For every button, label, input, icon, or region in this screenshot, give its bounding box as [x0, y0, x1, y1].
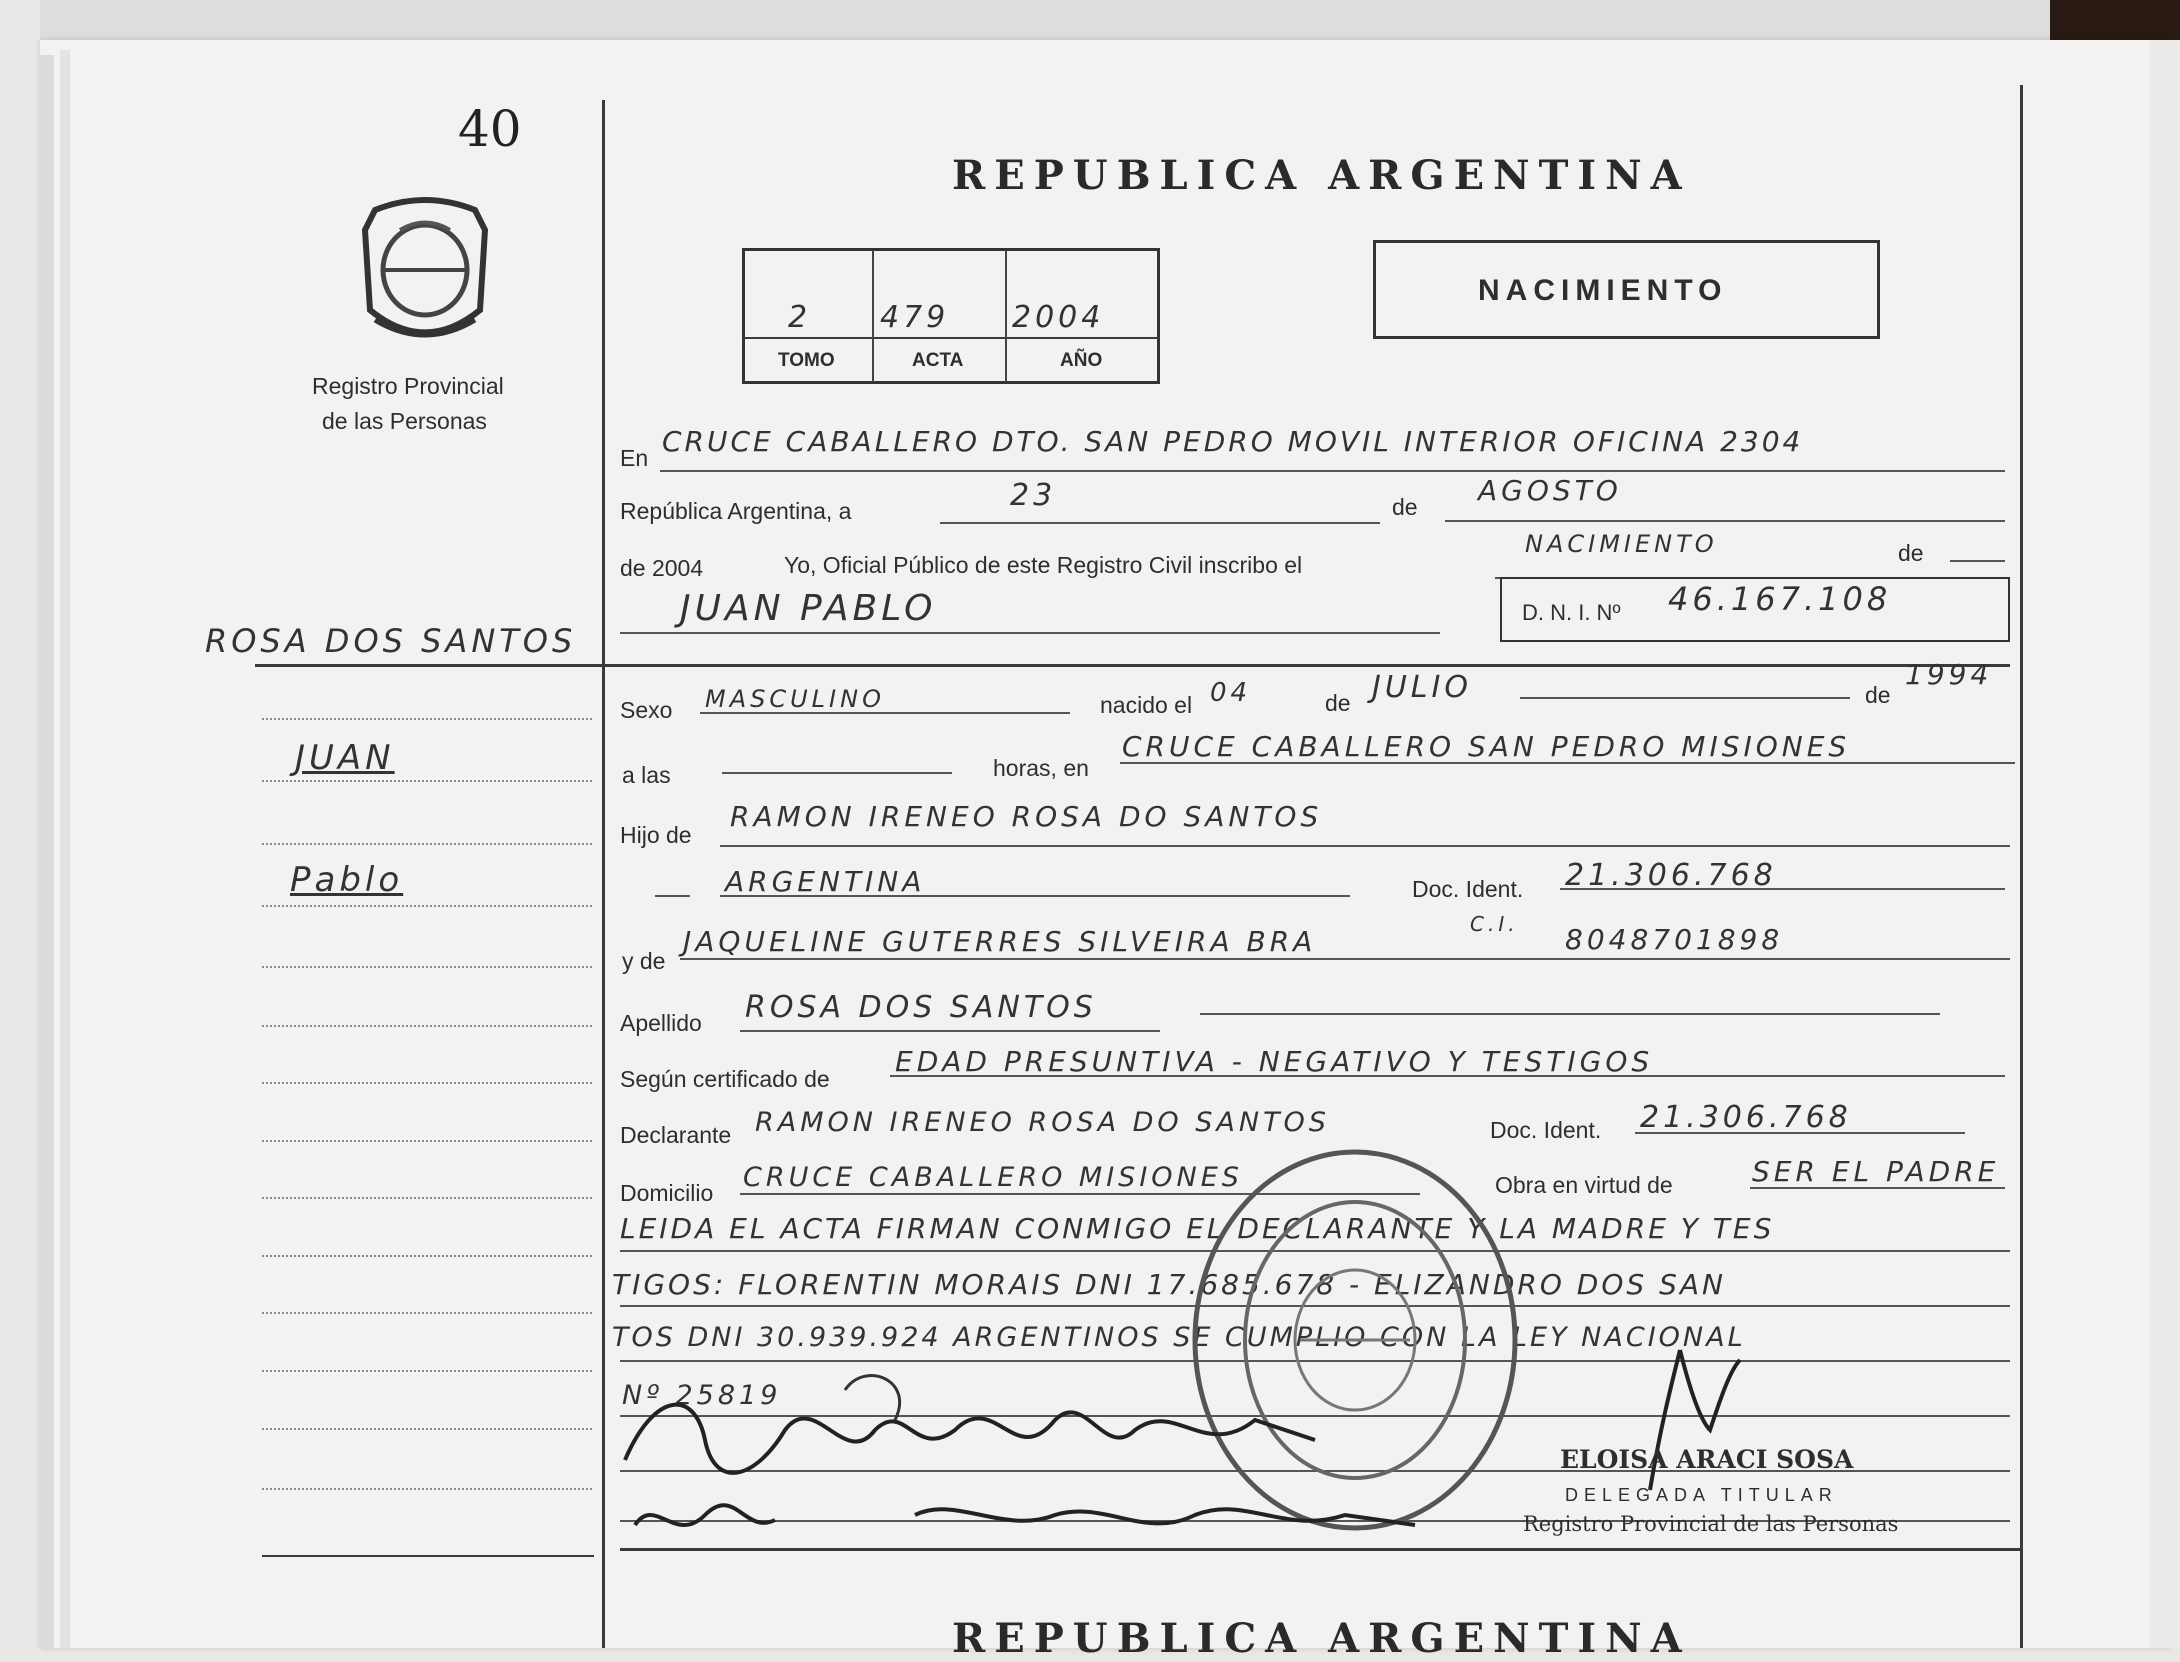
value-padre-nac: ARGENTINA [725, 865, 926, 898]
page-number: 40 [458, 100, 522, 158]
label-segun: Según certificado de [620, 1066, 830, 1092]
value-mes-nac: JULIO [1372, 670, 1472, 705]
fill-line [660, 470, 2005, 472]
label-sexo: Sexo [620, 697, 673, 723]
margin-bottom-rule [262, 1555, 594, 1557]
margin-surname: ROSA DOS SANTOS [205, 622, 577, 660]
official-title: DELEGADA TITULAR [1565, 1485, 1838, 1505]
ano-label: AÑO [1060, 350, 1103, 371]
value-certificado: EDAD PRESUNTIVA - NEGATIVO Y TESTIGOS [895, 1045, 1654, 1078]
fill-line [722, 772, 952, 774]
signature-witnesses [625, 1485, 1425, 1555]
signature-mother [615, 1370, 1325, 1500]
value-dia: 23 [1010, 478, 1057, 513]
margin-line [262, 1312, 592, 1314]
value-padre: RAMON IRENEO ROSA DO SANTOS [730, 800, 1323, 833]
value-sexo: MASCULINO [705, 685, 885, 713]
fill-line [1750, 1187, 2005, 1189]
acta-label: ACTA [912, 350, 964, 371]
value-observacion-4: Nº 25819 [622, 1380, 782, 1411]
official-org: Registro Provincial de las Personas [1523, 1512, 1899, 1536]
fill-line [1950, 560, 2005, 562]
margin-line [262, 1025, 592, 1027]
label-domicilio: Domicilio [620, 1180, 714, 1206]
margin-line [262, 1082, 592, 1084]
margin-line [262, 1255, 592, 1257]
label-a-las: a las [622, 762, 671, 788]
value-obra: SER EL PADRE [1752, 1155, 2000, 1188]
label-de-2004: de 2004 [620, 555, 704, 581]
tomo-label: TOMO [778, 350, 835, 371]
margin-first-name: JUAN [295, 738, 395, 778]
label-doc: Doc. Ident. [1490, 1117, 1602, 1143]
fill-line [1200, 1013, 1940, 1015]
fill-line [720, 895, 1350, 897]
label-y-de: y de [622, 948, 666, 974]
margin-divider [602, 100, 605, 1648]
page-stack-edge [60, 50, 70, 1648]
label-dni: D. N. I. Nº [1522, 600, 1621, 625]
value-dni: 46.167.108 [1668, 580, 1892, 618]
fill-line [1120, 762, 2015, 764]
fill-line [740, 1030, 1160, 1032]
fill-line [680, 958, 2010, 960]
value-declarante-doc: 21.306.768 [1640, 1100, 1852, 1135]
value-observacion-2: TIGOS: FLORENTIN MORAIS DNI 17.685.678 - ELIZANDRO DOS SAN [612, 1268, 1726, 1301]
label-de: de [1325, 690, 1351, 716]
margin-line [262, 1370, 592, 1372]
value-mes: AGOSTO [1478, 474, 1622, 507]
fill-line [1445, 520, 2005, 522]
label-republica: República Argentina, a [620, 498, 852, 524]
fill-line [700, 712, 1070, 714]
right-border [2020, 85, 2023, 1648]
margin-line [262, 718, 592, 720]
value-acto: NACIMIENTO [1525, 530, 1718, 558]
label-apellido: Apellido [620, 1010, 702, 1036]
margin-line [262, 1428, 592, 1430]
page-top-strip [40, 0, 2050, 40]
label-doc: Doc. Ident. [1412, 876, 1524, 902]
value-madre-doc-prefix: C.I. [1470, 912, 1519, 936]
acta-value: 479 [880, 300, 950, 335]
fill-line [1560, 888, 2005, 890]
label-en: En [620, 445, 649, 471]
reference-table-divider [1005, 250, 1007, 382]
margin-line [262, 1488, 592, 1490]
label-de: de [1865, 682, 1891, 708]
value-observacion-1: LEIDA EL ACTA FIRMAN CONMIGO EL DECLARANTE Y LA MADRE Y TES [620, 1212, 1775, 1245]
tomo-value: 2 [788, 300, 812, 335]
value-lugar-nac: CRUCE CABALLERO SAN PEDRO MISIONES [1122, 730, 1851, 763]
value-domicilio: CRUCE CABALLERO MISIONES [743, 1162, 1243, 1193]
fill-line [655, 895, 690, 897]
value-nombre: JUAN PABLO [680, 588, 937, 629]
label-horas: horas, en [993, 755, 1089, 781]
issuer-line-2: de las Personas [322, 408, 487, 434]
fill-line [940, 522, 1380, 524]
margin-line [262, 780, 592, 782]
value-madre: JAQUELINE GUTERRES SILVEIRA BRA [683, 925, 1317, 958]
label-nacido: nacido el [1100, 692, 1193, 718]
margin-second-name: Pablo [290, 860, 404, 900]
margin-line [262, 905, 592, 907]
label-de: de [1898, 540, 1924, 566]
value-padre-doc: 21.306.768 [1565, 858, 1777, 893]
label-de: de [1392, 494, 1418, 520]
margin-line [262, 966, 592, 968]
country-title: REPUBLICA ARGENTINA [952, 152, 1691, 199]
binder-corner [2050, 0, 2180, 40]
reference-table-divider [872, 250, 874, 382]
margin-line [262, 1140, 592, 1142]
label-yo: Yo, Oficial Público de este Registro Civil inscribo el [784, 552, 1303, 578]
margin-line [262, 1197, 592, 1199]
label-declarante: Declarante [620, 1122, 732, 1148]
value-declarante: RAMON IRENEO ROSA DO SANTOS [755, 1107, 1330, 1138]
coat-of-arms-seal [355, 190, 495, 355]
issuer-line-1: Registro Provincial [312, 373, 504, 399]
ano-value: 2004 [1012, 300, 1105, 335]
value-apellido: ROSA DOS SANTOS [745, 990, 1097, 1025]
value-lugar: CRUCE CABALLERO DTO. SAN PEDRO MOVIL INTERIOR OFICINA 2304 [662, 425, 1804, 458]
fill-line [1635, 1132, 1965, 1134]
label-hijo: Hijo de [620, 822, 692, 848]
fill-line [890, 1075, 2005, 1077]
value-dia-nac: 04 [1210, 678, 1252, 708]
page-stack-edge [40, 55, 54, 1648]
act-type-label: NACIMIENTO [1478, 274, 1728, 307]
value-ano-nac: 1994 [1905, 658, 1993, 691]
reference-table-rule [742, 337, 1160, 339]
fill-line [720, 845, 2010, 847]
label-obra: Obra en virtud de [1495, 1172, 1673, 1198]
page-right-edge [2150, 40, 2180, 1648]
margin-line [262, 843, 592, 845]
fill-line [620, 632, 1440, 634]
fill-line [1520, 697, 1850, 699]
value-observacion-3: TOS DNI 30.939.924 ARGENTINOS SE CUMPLIO CON LA LEY NACIONAL [612, 1322, 1746, 1353]
value-madre-doc: 8048701898 [1565, 923, 1784, 956]
header-separator [255, 664, 2010, 667]
signature-official [1630, 1330, 1750, 1500]
official-name: ELOISA ARACI SOSA [1560, 1445, 1854, 1474]
footer-country-title: REPUBLICA ARGENTINA [952, 1615, 1691, 1662]
